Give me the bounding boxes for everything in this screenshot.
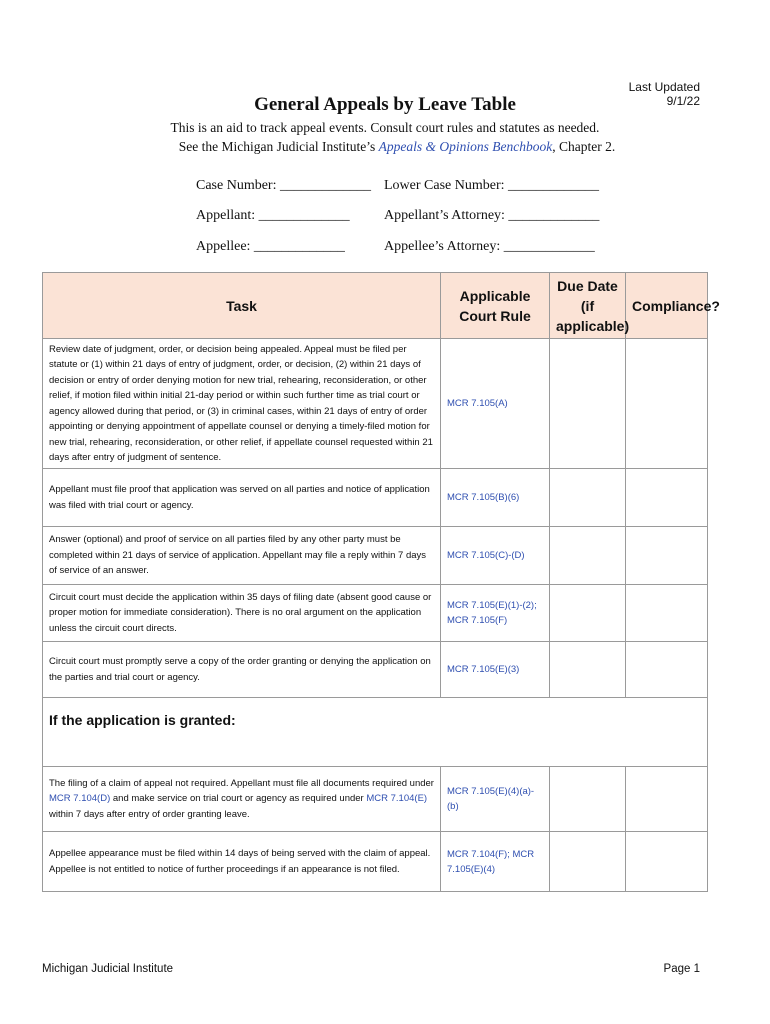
compliance-cell[interactable] (626, 832, 708, 892)
compliance-cell[interactable] (626, 585, 708, 642)
compliance-cell[interactable] (626, 642, 708, 698)
task-cell: Circuit court must decide the application within 35 days of filing date (absent good cause or proper motion for immediate consideration). There is no oral argument on the application unless the circuit court directs. (43, 585, 441, 642)
rule-cell[interactable]: MCR 7.104(F); MCR 7.105(E)(4) (441, 832, 550, 892)
compliance-cell[interactable] (626, 767, 708, 832)
page-title: General Appeals by Leave Table (254, 94, 516, 115)
intro-line-1: This is an aid to track appeal events. Consult court rules and statutes as needed. (170, 120, 600, 135)
due-date-cell[interactable] (550, 832, 626, 892)
table-header-row (43, 273, 708, 339)
rule-cell[interactable]: MCR 7.105(B)(6) (441, 469, 550, 527)
rule-cell[interactable]: MCR 7.105(E)(4)(a)-(b) (441, 767, 550, 832)
header-compliance: Compliance? (626, 273, 708, 339)
section-heading: If the application is granted: (43, 698, 708, 767)
due-date-cell[interactable] (550, 585, 626, 642)
intro-line-2 (0, 137, 770, 156)
rule-cell[interactable]: MCR 7.105(C)-(D) (441, 527, 550, 585)
appellee-field[interactable]: Appellee: _____________ (196, 239, 345, 254)
task-text-suffix: within 7 days after entry of order granting leave. (49, 808, 250, 820)
task-cell (43, 767, 441, 832)
rule-cell[interactable]: MCR 7.105(A) (441, 339, 550, 469)
intro-text (0, 118, 770, 156)
intro-line-2-prefix: See the Michigan Judicial Institute’s (178, 139, 379, 154)
last-updated: Last Updated 9/1/22 (628, 80, 700, 108)
benchbook-link[interactable]: Appeals & Opinions Benchbook (378, 139, 553, 154)
mcr-7-104-d-link[interactable]: MCR 7.104(D) (49, 793, 111, 805)
task-text-prefix: The filing of a claim of appeal not required. Appellant must file all documents required under (49, 777, 434, 789)
rule-cell[interactable]: MCR 7.105(E)(1)-(2); MCR 7.105(F) (441, 585, 550, 642)
task-cell: Circuit court must promptly serve a copy of the order granting or denying the application on the parties and trial court or agency. (43, 642, 441, 698)
compliance-cell[interactable] (626, 339, 708, 469)
appellant-field[interactable]: Appellant: _____________ (196, 208, 350, 223)
header-applicable-court-rule: Applicable Court Rule (441, 273, 550, 339)
appellants-attorney-field[interactable]: Appellant’s Attorney: _____________ (384, 208, 600, 223)
table-row (43, 527, 708, 585)
appellees-attorney-field[interactable]: Appellee’s Attorney: _____________ (384, 239, 595, 254)
table-row (43, 339, 708, 469)
footer-organization: Michigan Judicial Institute (42, 963, 174, 975)
table-row (43, 767, 708, 832)
task-cell: Answer (optional) and proof of service on all parties filed by any other party must be completed within 21 days of service of application. Appellant may file a reply within 7 days of service of an answer. (43, 527, 441, 585)
due-date-cell[interactable] (550, 339, 626, 469)
header-task: Task (43, 273, 441, 339)
due-date-cell[interactable] (550, 469, 626, 527)
table-row (43, 585, 708, 642)
mcr-7-104-e-link[interactable]: MCR 7.104(E) (366, 793, 428, 805)
page-number: Page 1 (663, 963, 700, 975)
compliance-cell[interactable] (626, 469, 708, 527)
table-row (43, 469, 708, 527)
appeals-table (42, 272, 720, 892)
task-cell: Appellee appearance must be filed within 14 days of being served with the claim of appeal. Appellee is not entitled to notice of further proceedings if an appearance is not filed. (43, 832, 441, 892)
due-date-cell[interactable] (550, 767, 626, 832)
due-date-cell[interactable] (550, 527, 626, 585)
task-cell: Review date of judgment, order, or decision being appealed. Appeal must be filed per statute or (1) within 21 days of entry of judgment, order, or decision, (2) within 21 days of decision or entry of order denying motion for new trial, rehearing, reconsideration, or other relief, if motion filed within initial 21-day period or within such further time as trial court or agency allowed during that period, or (3) in criminal cases, within 21 days of entry of order appointing or denying appointment of appellate counsel or denying a timely-filed motion for new trial, rehearing, reconsideration, or other relief, if appellate counsel requested within 21 days after entry of judgment of sentence. (43, 339, 441, 469)
intro-line-2-suffix: , Chapter 2. (552, 139, 616, 154)
lower-case-number-field[interactable]: Lower Case Number: _____________ (384, 178, 600, 193)
rule-cell[interactable]: MCR 7.105(E)(3) (441, 642, 550, 698)
case-number-field[interactable]: Case Number: _____________ (196, 178, 371, 193)
header-due-date: Due Date (if applicable) (550, 273, 626, 339)
task-cell: Appellant must file proof that application was served on all parties and notice of application was filed with trial court or agency. (43, 469, 441, 527)
table-row (43, 832, 708, 892)
compliance-cell[interactable] (626, 527, 708, 585)
task-text-middle: and make service on trial court or agency as required under (110, 793, 367, 805)
due-date-cell[interactable] (550, 642, 626, 698)
section-heading-row (43, 698, 708, 767)
table-row (43, 642, 708, 698)
